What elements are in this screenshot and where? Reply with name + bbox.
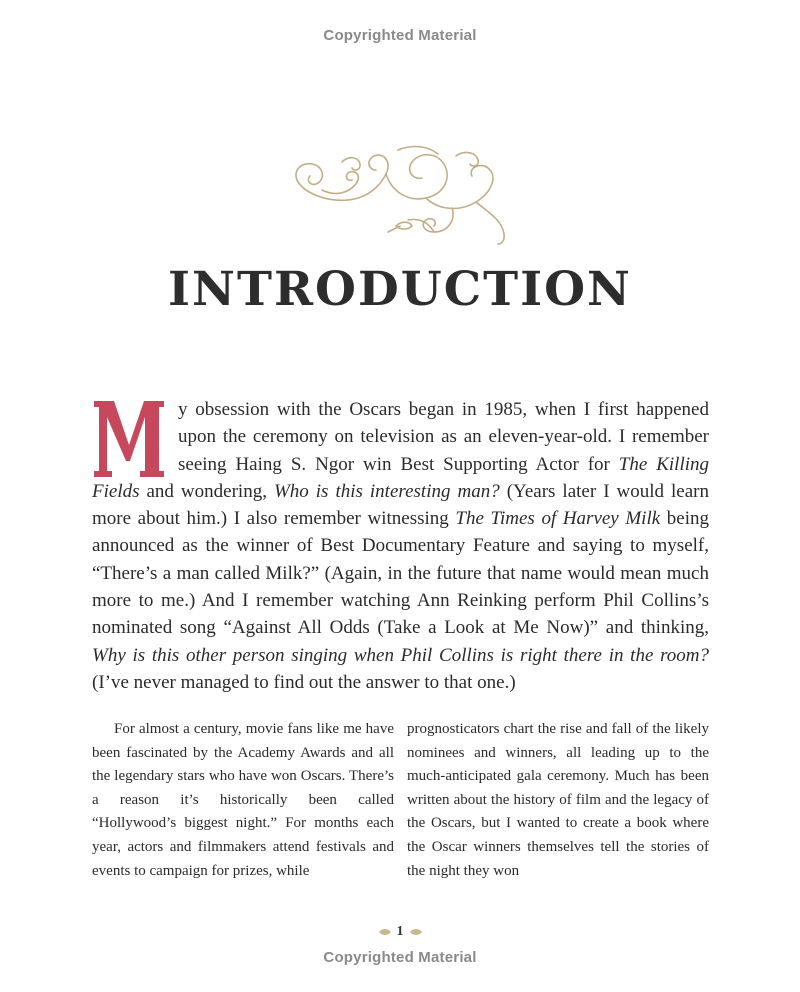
- lead-text-3: (Years later I would learn more about him.) I also remember witnessing: [92, 480, 709, 530]
- lead-text-4: being announced as the winner of Best Documentary Feature and saying to myself, “There’s a man called Milk?” (Again, in the future that name would mean much more to me.) And I remember watching Ann Reinking perform Phil Collins’s nominated song “Against All Odds (Take a Look at Me Now)” and thinking,: [92, 508, 709, 639]
- copyright-watermark-bottom: Copyrighted Material: [323, 949, 477, 966]
- two-column-body: [92, 718, 709, 883]
- copyright-watermark-top: Copyrighted Material: [323, 27, 477, 44]
- lead-text-1: y obsession with the Oscars began in 1985, when I first happened upon the ceremony on television as an eleven-year-old. I remember seeing Haing S. Ngor win Best Supporting Actor for: [178, 399, 709, 475]
- body-paragraph-right: prognosticators chart the rise and fall of the likely nominees and winners, all leading up to the much-anticipated gala ceremony. Much has been written about the history of film and the legacy of the Oscars, but I wanted to create a book where the Oscar winners themselves tell the stories of the night they won: [407, 721, 709, 879]
- flourish-ornament-icon: [288, 140, 512, 248]
- lead-text-5: (I’ve never managed to find out the answer to that one.): [92, 671, 516, 693]
- lead-text-2: and wondering,: [139, 480, 274, 502]
- lead-italic-film-2: The Times of Harvey Milk: [455, 508, 661, 530]
- page-footer: [0, 922, 800, 942]
- lead-paragraph: [92, 396, 709, 696]
- leaf-ornament-icon: [378, 928, 392, 936]
- chapter-title: INTRODUCTION: [168, 262, 632, 317]
- leaf-ornament-icon: [409, 928, 423, 936]
- drop-cap-m: [92, 401, 166, 477]
- lead-italic-thought: Why is this other person singing when Phil Collins is right there in the room?: [92, 644, 709, 666]
- body-column-right: [407, 718, 709, 883]
- body-column-left: [92, 718, 394, 883]
- body-paragraph-left: For almost a century, movie fans like me have been fascinated by the Academy Awards and all the legendary stars who have won Oscars. There’s a reason it’s historically been called “Hollywood’s biggest night.” For months each year, actors and filmmakers attend festivals and events to campaign for prizes, while: [92, 721, 394, 879]
- lead-italic-film-1: The Killing Fields: [92, 453, 709, 502]
- page-number: 1: [396, 924, 404, 939]
- lead-italic-question: Who is this interesting man?: [273, 480, 500, 502]
